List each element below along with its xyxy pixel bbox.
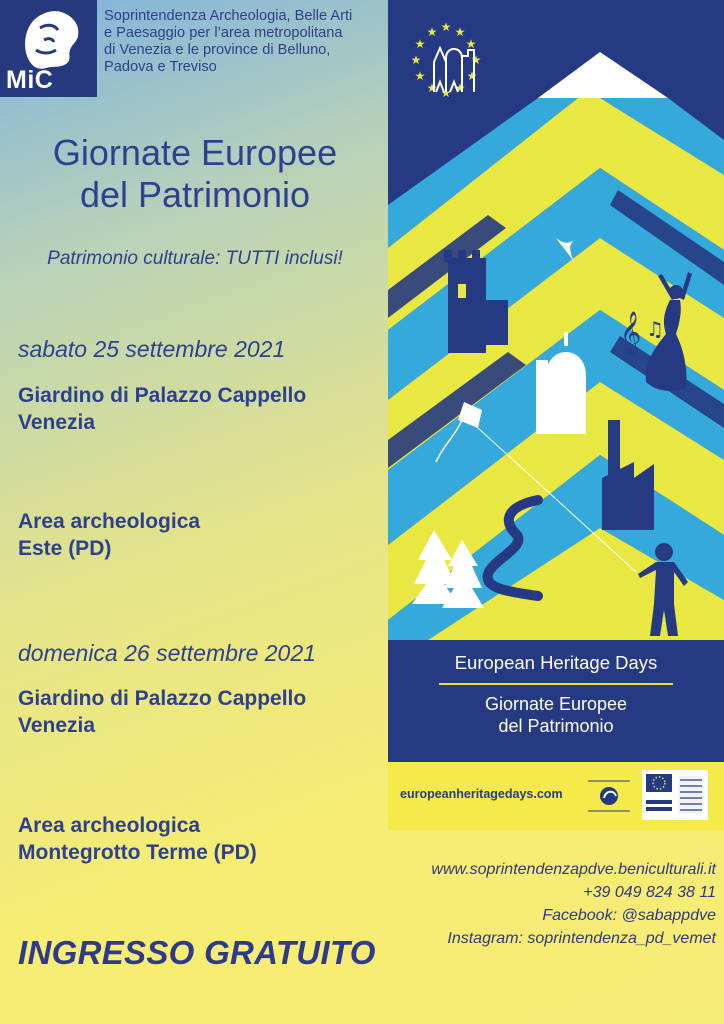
website-link[interactable]: www.soprintendenzapdve.beniculturali.it bbox=[431, 861, 716, 878]
contacts bbox=[431, 858, 716, 950]
subtitle: Patrimonio culturale: TUTTI inclusi! bbox=[47, 248, 343, 269]
heritage-days-poster bbox=[388, 0, 724, 830]
title-line: Giornate Europee bbox=[52, 132, 338, 173]
venue-line: Area archeologica bbox=[18, 814, 201, 837]
venue-line: Area archeologica bbox=[18, 510, 201, 533]
svg-text:♫: ♫ bbox=[646, 317, 664, 341]
caption-italian bbox=[388, 693, 724, 737]
svg-text:★: ★ bbox=[426, 25, 438, 39]
event-venue bbox=[18, 685, 378, 739]
venue-line: Venezia bbox=[18, 714, 96, 737]
title-line: del Patrimonio bbox=[79, 174, 311, 215]
european-commission-logo bbox=[642, 770, 708, 820]
poster-caption bbox=[388, 640, 724, 762]
phone-number: +39 049 824 38 11 bbox=[583, 884, 716, 901]
event-date: sabato 25 settembre 2021 bbox=[18, 336, 286, 362]
caption-divider bbox=[439, 683, 673, 685]
venue-line: Giardino di Palazzo Cappello bbox=[18, 384, 307, 407]
event-date: domenica 26 settembre 2021 bbox=[18, 640, 316, 666]
svg-text:★: ★ bbox=[465, 37, 477, 51]
mic-logo bbox=[0, 0, 97, 97]
logo-text: MiC bbox=[6, 66, 54, 94]
free-entry-banner: INGRESSO GRATUITO bbox=[18, 934, 376, 971]
svg-text:★: ★ bbox=[440, 20, 452, 34]
heritage-days-url[interactable]: europeanheritagedays.com bbox=[400, 787, 563, 801]
venue-line: Venezia bbox=[18, 411, 96, 434]
svg-text:★: ★ bbox=[414, 37, 426, 51]
instagram-handle[interactable]: Instagram: soprintendenza_pd_vemet bbox=[447, 930, 716, 947]
org-line: Padova e Treviso bbox=[104, 59, 217, 75]
caption-italian-line: del Patrimonio bbox=[498, 716, 614, 736]
facebook-handle[interactable]: Facebook: @sabappdve bbox=[542, 907, 716, 924]
svg-text:𝄞: 𝄞 bbox=[620, 312, 642, 353]
caption-italian-line: Giornate Europee bbox=[484, 694, 628, 714]
svg-text:★: ★ bbox=[470, 53, 482, 67]
svg-text:★: ★ bbox=[426, 81, 438, 95]
venue-line: Montegrotto Terme (PD) bbox=[18, 841, 257, 864]
venue-line: Este (PD) bbox=[18, 537, 112, 560]
event-venue bbox=[18, 382, 378, 436]
svg-text:★: ★ bbox=[454, 81, 466, 95]
council-of-europe-logo bbox=[584, 774, 634, 818]
svg-text:★: ★ bbox=[466, 69, 478, 83]
poster-footer bbox=[388, 762, 724, 830]
svg-text:★: ★ bbox=[440, 86, 452, 100]
venue-line: Giardino di Palazzo Cappello bbox=[18, 687, 307, 710]
svg-text:★: ★ bbox=[454, 25, 466, 39]
caption-english: European Heritage Days bbox=[454, 652, 658, 673]
org-line: di Venezia e le province di Belluno, bbox=[104, 42, 331, 58]
main-title bbox=[0, 132, 390, 216]
organization-name bbox=[104, 8, 374, 76]
svg-text:★: ★ bbox=[414, 69, 426, 83]
org-line: e Paesaggio per l’area metropolitana bbox=[104, 25, 343, 41]
org-line: Soprintendenza Archeologia, Belle Arti bbox=[104, 8, 353, 24]
poster-illustration bbox=[388, 0, 724, 640]
svg-text:★: ★ bbox=[410, 53, 422, 67]
event-venue bbox=[18, 812, 378, 866]
event-venue bbox=[18, 508, 378, 562]
